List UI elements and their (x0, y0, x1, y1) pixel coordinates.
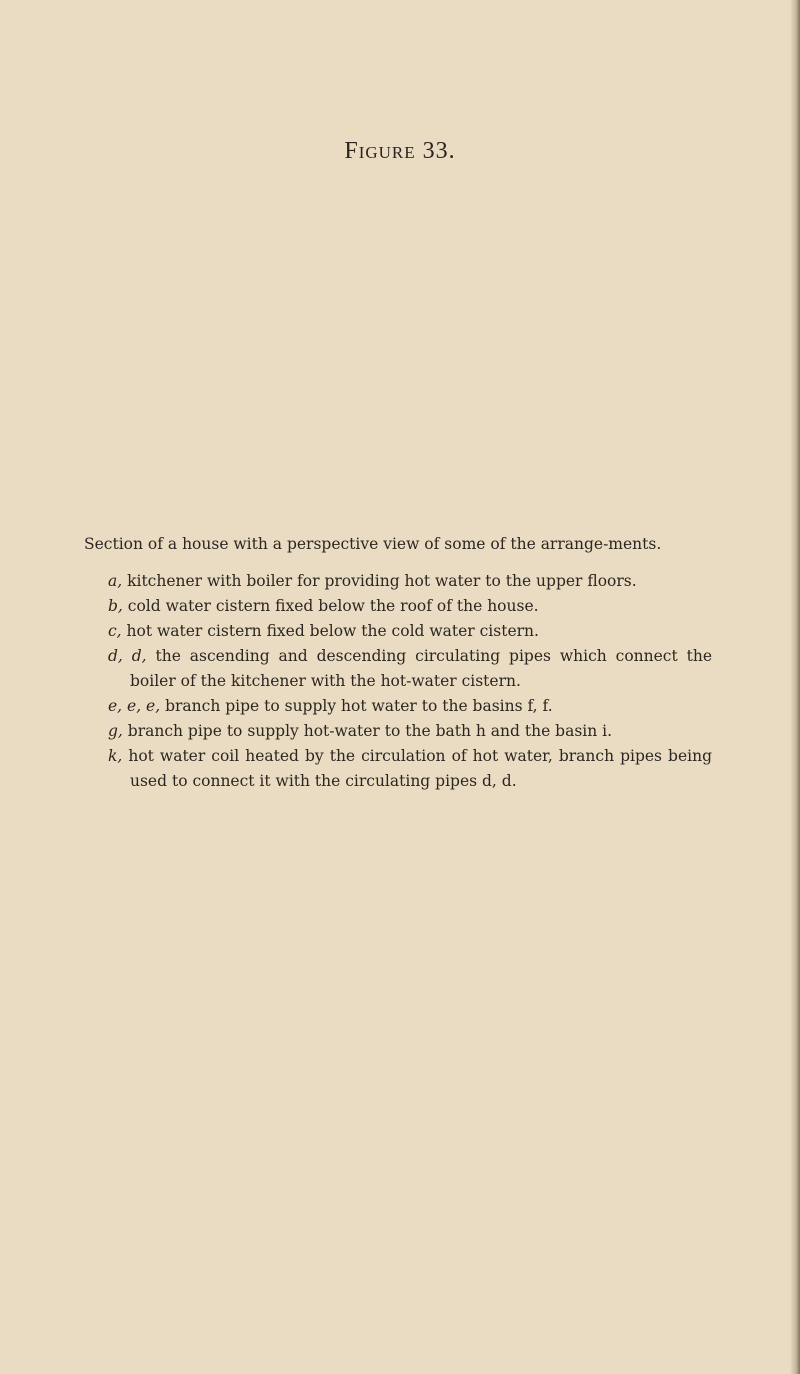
legend-text: branch pipe to supply hot-water to the bath h and the basin i. (122, 722, 613, 740)
legend-key: b, (108, 597, 123, 615)
legend-key: g, (108, 722, 123, 740)
page-edge-shadow (790, 0, 800, 1374)
legend-key: a, (108, 572, 123, 590)
legend-text: kitchener with boiler for providing hot water to the upper floors. (122, 572, 637, 590)
caption-intro: Section of a house with a perspective view of some of the arrange-ments. (84, 535, 662, 553)
legend-item-b (108, 594, 712, 619)
legend-item-e (108, 694, 712, 719)
figure-caption (84, 532, 712, 794)
legend-list (84, 569, 712, 794)
legend-item-a (108, 569, 712, 594)
legend-text: hot water coil heated by the circulation of hot water, branch pipes being used to connect it with the circulating pipes d, d. (122, 747, 712, 790)
legend-text: cold water cistern fixed below the roof of the house. (122, 597, 539, 615)
legend-key: e, e, e, (108, 697, 161, 715)
legend-key: d, d, (108, 647, 147, 665)
figure-title: Figure 33. (344, 138, 456, 164)
legend-text: hot water cistern fixed below the cold water cistern. (121, 622, 539, 640)
legend-item-k (108, 744, 712, 794)
legend-text: branch pipe to supply hot water to the basins f, f. (160, 697, 553, 715)
legend-key: k, (108, 747, 123, 765)
legend-item-d (108, 644, 712, 694)
legend-item-c (108, 619, 712, 644)
legend-text: the ascending and descending circulating pipes which connect the boiler of the kitchener with the hot-water cistern. (130, 647, 712, 690)
legend-item-g (108, 719, 712, 744)
legend-key: c, (108, 622, 122, 640)
